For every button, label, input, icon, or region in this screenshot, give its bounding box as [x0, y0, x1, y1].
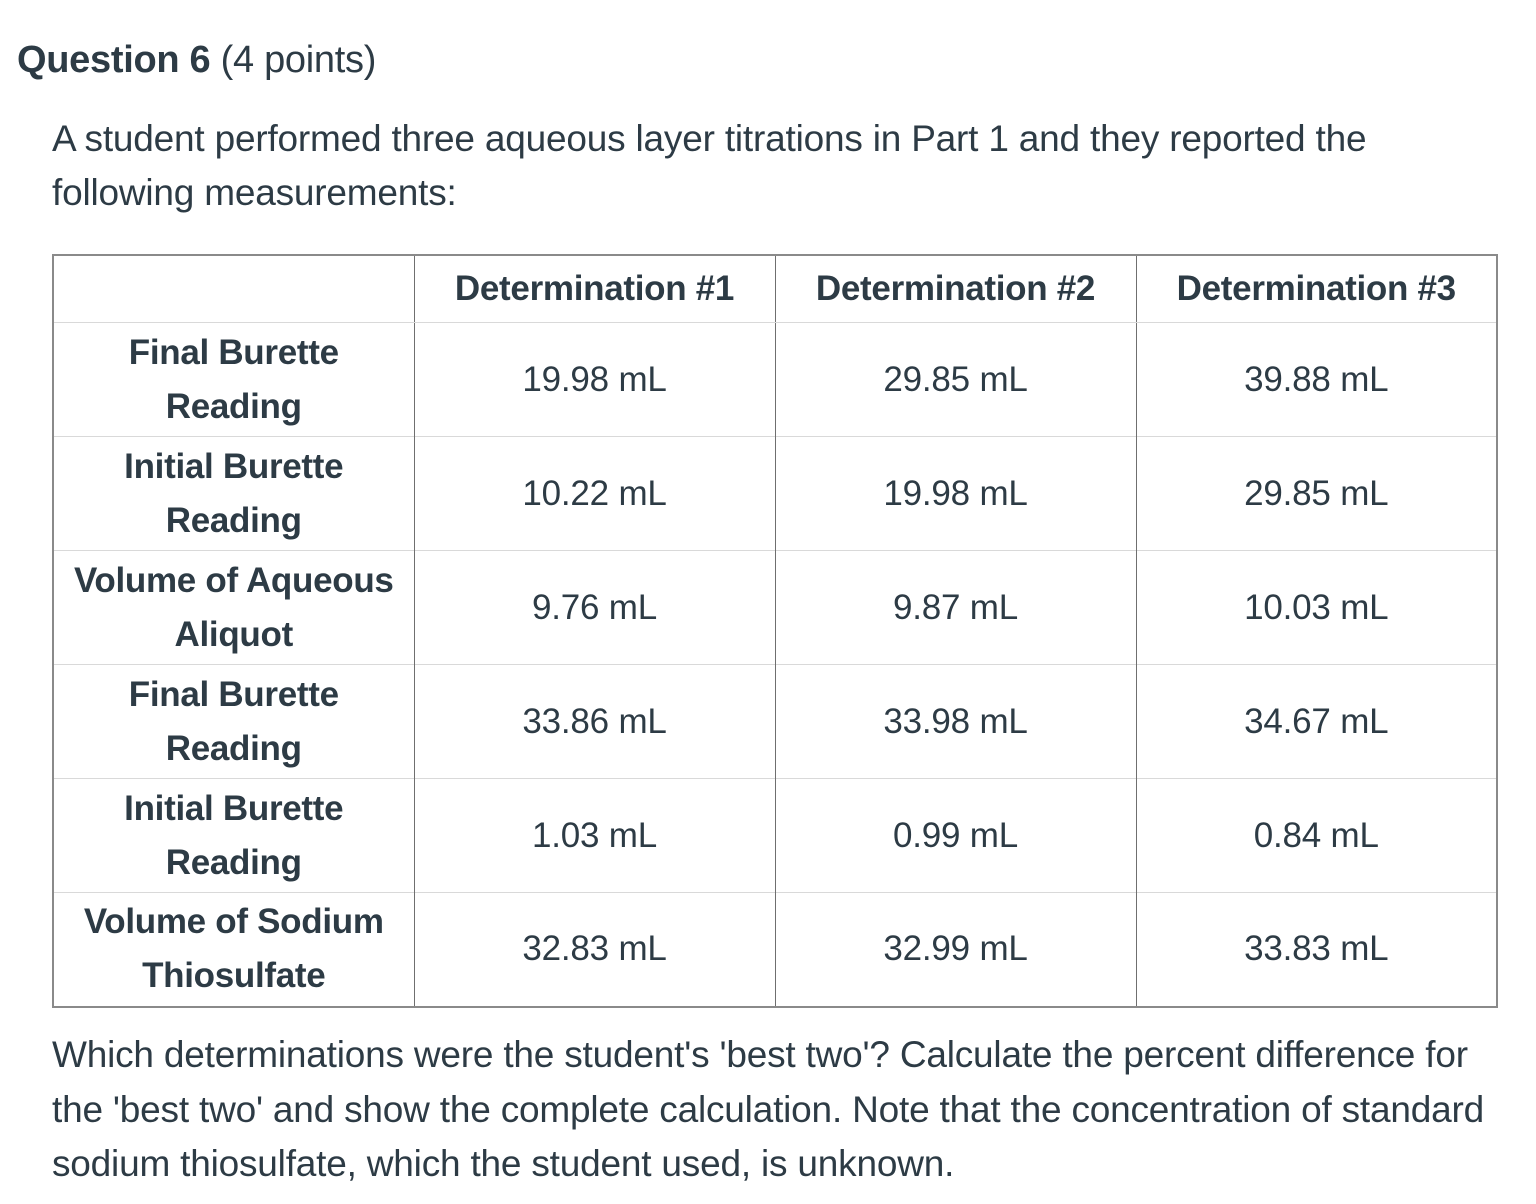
table-cell: 33.98 mL [775, 665, 1136, 779]
table-row [53, 323, 1497, 437]
question-header [17, 36, 376, 84]
row-label: Final Burette Reading [53, 323, 414, 437]
measurements-table [52, 254, 1498, 1008]
table-cell: 19.98 mL [775, 437, 1136, 551]
table-cell: 32.99 mL [775, 893, 1136, 1007]
table-cell: 39.88 mL [1136, 323, 1497, 437]
table-row [53, 779, 1497, 893]
table-row [53, 437, 1497, 551]
intro-text: A student performed three aqueous layer titrations in Part 1 and they reported the following measurements: [52, 118, 1367, 213]
column-header: Determination #3 [1136, 255, 1497, 323]
table-cell: 0.84 mL [1136, 779, 1497, 893]
row-label: Initial Burette Reading [53, 779, 414, 893]
table-cell: 10.22 mL [414, 437, 775, 551]
table-cell: 9.76 mL [414, 551, 775, 665]
row-label: Final Burette Reading [53, 665, 414, 779]
row-label: Volume of Aqueous Aliquot [53, 551, 414, 665]
row-label: Volume of Sodium Thiosulfate [53, 893, 414, 1007]
table-row [53, 665, 1497, 779]
table-cell: 0.99 mL [775, 779, 1136, 893]
table-corner-cell [53, 255, 414, 323]
table-row [53, 551, 1497, 665]
column-header: Determination #2 [775, 255, 1136, 323]
table-cell: 19.98 mL [414, 323, 775, 437]
question-title: Question 6 [17, 39, 211, 81]
table-cell: 10.03 mL [1136, 551, 1497, 665]
question-prompt: Which determinations were the student's 'best two'? Calculate the percent difference for the 'best two' and show the complete calculation. Note that the concentration of standard sodium thiosulfate, which the student used, is unknown. [52, 1034, 1484, 1184]
table-row [53, 893, 1497, 1007]
row-label: Initial Burette Reading [53, 437, 414, 551]
table-header-row [53, 255, 1497, 323]
table-cell: 29.85 mL [1136, 437, 1497, 551]
table-cell: 32.83 mL [414, 893, 775, 1007]
question-points: (4 points) [220, 39, 377, 81]
table-cell: 9.87 mL [775, 551, 1136, 665]
table-cell: 29.85 mL [775, 323, 1136, 437]
table-cell: 33.83 mL [1136, 893, 1497, 1007]
table-cell: 1.03 mL [414, 779, 775, 893]
column-header: Determination #1 [414, 255, 775, 323]
table-cell: 33.86 mL [414, 665, 775, 779]
table-cell: 34.67 mL [1136, 665, 1497, 779]
